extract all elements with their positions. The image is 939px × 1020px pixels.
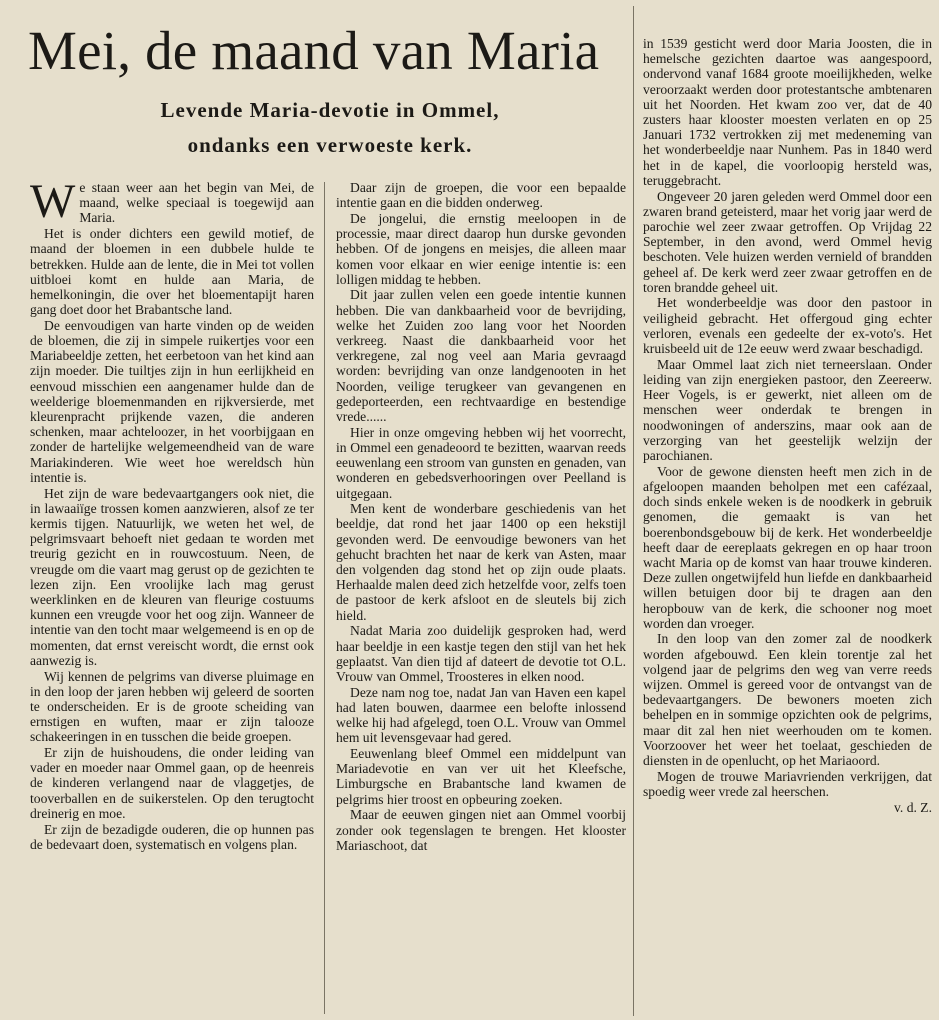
paragraph: Hier in onze omgeving hebben wij het voorrecht, in Ommel een genadeoord te bezitten, waarvan reeds eeuwenlang een stroom van gunsten en genaden, van wonderen en gebedsverhooringen over Peelland is uitgegaan.: [336, 424, 626, 501]
article-subtitle-line2: ondanks een verwoeste kerk.: [187, 133, 473, 157]
text-column-3: [643, 36, 932, 1018]
paragraph: Ongeveer 20 jaren geleden werd Ommel door een zwaren brand geteisterd, maar het vorig jaar werd de parochie wel zeer zwaar getroffen. Op Vrijdag 22 September, in den avond, werd Ommel hevig beschoten. Vele huizen werden vernield of brandden geheel af. De kerk werd zeer zwaar getroffen en de toren brandde geheel uit.: [643, 188, 932, 295]
paragraph: De jongelui, die ernstig meeloopen in de processie, maar direct daarop hun durske gevonden hebben. Of de jongens en meisjes, die alleen maar komen voor elkaar en wier eenige intentie is: een lolligen middag te hebben.: [336, 210, 626, 287]
paragraph: Maar Ommel laat zich niet terneerslaan. Onder leiding van zijn energieken pastoor, den Zeereerw. Heer Vogels, is er gewerkt, niet alleen om de menschen weer onderdak te brengen in noodwoningen of anderszins, maar ook aan de verzorging van het geestelijk welzijn der parochianen.: [643, 356, 932, 463]
paragraph: Het wonderbeeldje was door den pastoor in veiligheid gebracht. Het offergoud ging echter verloren, evenals een gedeelte der ex-voto's. Het kruisbeeld uit de 12e eeuw werd zwaar beschadigd.: [643, 295, 932, 357]
paragraph: Het zijn de ware bedevaartgangers ook niet, die in lawaaiïge trossen komen aanzwieren, alsof ze ter kermis tijgen. Natuurlijk, we weten het wel, de pelgrimsvaart behoeft niet gedaan te worden met treurig gezicht en in rouwcostuum. Neen, de vreugde om die vaart mag gerust op de gezichten te lezen zijn. Een vroolijke lach mag gerust weerklinken en de kleuren van fleurige costuums kunnen een vreugde voor het oog zijn. Wanneer de intentie van den tocht maar welgemeend is en op de momenten, dat ernst vereischt wordt, die ernst ook aanwezig is.: [30, 485, 314, 668]
author-signature: v. d. Z.: [893, 799, 932, 815]
text-column-2: [336, 180, 626, 1016]
paragraph: Men kent de wonderbare geschiedenis van het beeldje, dat rond het jaar 1400 op een hekstijl gevonden werd. De eenvoudige bewoners van het gehucht brachten het naar de kerk van Asten, maar den volgenden dag stond het op zijn oude plaats. Herhaalde malen deed zich hetzelfde voor, zelfs toen de pastoor de kerk afsloot en de sleutels bij zich hield.: [336, 501, 626, 623]
column-divider: [324, 182, 325, 1014]
paragraph: Het is onder dichters een gewild motief, de maand der bloemen in een dubbele hulde te betrekken. Hulde aan de lente, die in Mei tot vollen uitbloei komt en hulde aan Maria, de hemelkoningin, die over het bloementapijt haren gang doet door het Brabantsche land.: [30, 226, 314, 318]
paragraph: Maar de eeuwen gingen niet aan Ommel voorbij zonder ook tegenslagen te brengen. Het klooster Mariaschoot, dat: [336, 807, 626, 853]
paragraph: Er zijn de bezadigde ouderen, die op hunnen pas de bedevaart doen, systematisch en volgens plan.: [30, 821, 314, 852]
signature-line: [643, 800, 932, 815]
paragraph: Nadat Maria zoo duidelijk gesproken had, werd haar beeldje in een kastje tegen den stijl van het hek geplaatst. Van dien tijd af dateert de devotie tot O.L. Vrouw van Ommel, Troosteres in elken nood.: [336, 623, 626, 684]
paragraph: Dit jaar zullen velen een goede intentie kunnen hebben. Die van dankbaarheid voor de bevrijding, welke het Zuiden zoo lang voor het Noorden verkreeg. Naast die dankbaarheid voor het verkregene, zal nog veel aan Maria gevraagd worden: bevrijding van onze landgenooten in het Noorden, veilige terugkeer van gevangenen en gedeporteerden, een rechtvaardige en bestendige vrede......: [336, 287, 626, 425]
text-column-1: [30, 180, 314, 1016]
paragraph: In den loop van den zomer zal de noodkerk worden afgebouwd. Een klein torentje zal het volgend jaar de pelgrims den weg van verre reeds wijzen. Ommel is gereed voor de ontvangst van de bedevaartgangers. De bewoners moeten zich behelpen en in sommige opzichten ook de pelgrims, maar dit zal hen niet weerhouden om te komen. Voorzoover het weer het toelaat, geschieden de diensten in de openlucht, op het Mariaoord.: [643, 631, 932, 769]
paragraph: De eenvoudigen van harte vinden op de weiden de bloemen, die zij in simpele ruikertjes voor een Mariabeeldje zetten, het eerbetoon van het kind aan zijn moeder. Die tuiltjes zijn in hun eerlijkheid en eenvoud misschien een aangenamer hulde dan de weelderige bloemenmanden en rijkversierde, met kleurenpracht prijkende vazen, die anderen schenken, maar achteloozer, in het voorbijgaan en zonder de hartelijke welgemeendheid van de ware Mariakinderen. Wie weet hoe wereldsch hùn intentie is.: [30, 317, 314, 485]
paragraph: in 1539 gesticht werd door Maria Joosten, die in hemelsche gezichten daartoe was aangespoord, ondervond vanaf 1684 groote moeilijkheden, welke veroorzaakt werden door protestantsche ambtenaren uit het Noorden. Het kwam zoo ver, dat de 40 zusters haar klooster moesten verlaten en op 25 Januari 1732 vertrokken zij met medeneming van het wonderbeeldje naar Nunhem. Pas in 1840 werd het in de kapel, die voorloopig hersteld was, teruggebracht.: [643, 36, 932, 188]
column-divider: [633, 6, 634, 1016]
paragraph: Voor de gewone diensten heeft men zich in de afgeloopen maanden beholpen met een cafézaal, doch sinds enkele weken is de noodkerk in gebruik genomen, die gemaakt is van het boerenbondsgebouw bij de kerk. Het wonderbeeldje heeft daar de eereplaats gekregen en op haar troon wacht Maria op de komst van haar trouwe kinderen. Deze zullen ongetwijfeld hun liefde en dankbaarheid willen betuigen door bij te dragen aan den heropbouw van de kerk, die schooner nog moet worden dan vroeger.: [643, 463, 932, 631]
article-title: Mei, de maand van Maria: [28, 20, 600, 81]
article-subtitle-line1: Levende Maria-devotie in Ommel,: [160, 98, 500, 122]
paragraph-text: e staan weer aan het begin van Mei, de maand, welke speciaal is toegewijd aan Maria.: [79, 180, 314, 226]
paragraph: Eeuwenlang bleef Ommel een middelpunt van Mariadevotie en van ver uit het Kleefsche, Limburgsche en Brabantsche land kwamen de pelgrims hier troost en opbeuring zoeken.: [336, 746, 626, 807]
drop-cap: W: [30, 180, 76, 228]
paragraph: Er zijn de huishoudens, die onder leiding van vader en moeder naar Ommel gaan, op de heenreis de kinderen verlangend naar de vlaggetjes, de tooverballen en de suikerstelen. Op den terugtocht dreinerig en moe.: [30, 745, 314, 821]
paragraph: Deze nam nog toe, nadat Jan van Haven een kapel had laten bouwen, daarmee een belofte inlossend welke hij had afgelegd, toen O.L. Vrouw van Ommel hem uit levensgevaar had gered.: [336, 684, 626, 746]
paragraph: [30, 180, 314, 226]
paragraph: Wij kennen de pelgrims van diverse pluimage en in den loop der jaren hebben wij geleerd de soorten te onderscheiden. Er is de groote scheiding van ernstigen en wuften, maar er zijn talooze schakeeringen in en tusschen die beide groepen.: [30, 668, 314, 745]
paragraph: Mogen de trouwe Mariavrienden verkrijgen, dat spoedig weer vrede zal heerschen.: [643, 768, 932, 799]
paragraph: Daar zijn de groepen, die voor een bepaalde intentie gaan en die bidden onderweg.: [336, 180, 626, 211]
